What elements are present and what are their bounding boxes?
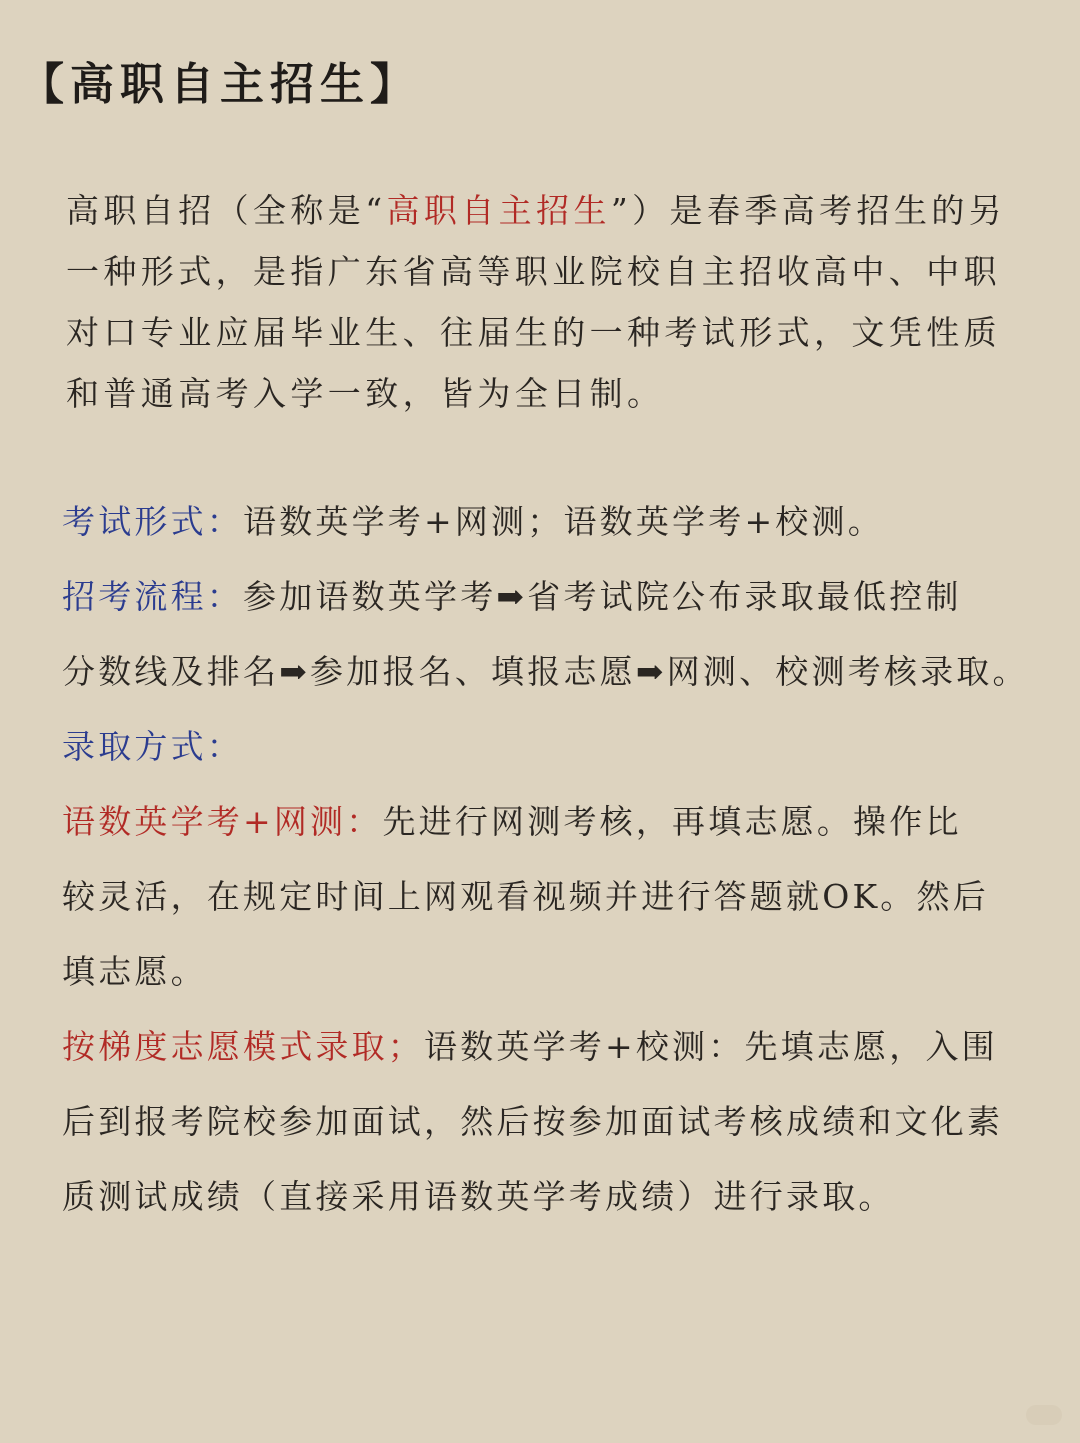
process-text-1: 参加语数英学考➡省考试院公布录取最低控制 [243,577,962,616]
mode2-text-3: 质测试成绩（直接采用语数英学考成绩）进行录取。 [62,1177,895,1216]
admission-line [62,721,243,768]
mode2-text-1: 语数英学考+校测：先填志愿，入围 [424,1027,998,1066]
exam-form-line [62,496,884,543]
mode1-text-3: 填志愿。 [62,952,207,991]
intro-paragraph [66,180,1036,424]
mode2-line-3 [62,1171,895,1218]
mode1-text-1: 先进行网测考核，再填志愿。操作比 [382,802,962,841]
mode1-line-2 [62,871,989,918]
exam-form-text: 语数英学考+网测；语数英学考+校测。 [243,502,884,541]
admission-label: 录取方式： [62,727,243,766]
process-label: 招考流程： [62,577,243,616]
process-text-2: 分数线及排名➡参加报名、填报志愿➡网测、校测考核录取。 [62,652,1029,691]
watermark-badge [1026,1405,1062,1425]
mode1-text-2: 较灵活，在规定时间上网观看视频并进行答题就OK。然后 [62,877,989,916]
process-line-2 [62,646,1029,693]
mode1-label: 语数英学考+网测： [62,802,383,841]
mode2-label: 按梯度志愿模式录取； [62,1027,424,1066]
page-title: 【高职自主招生】 [20,59,420,110]
intro-highlight: 高职自主招生 [386,191,611,230]
process-line-1 [62,571,962,618]
intro-text-rest: ”）是春季高考招生的另一种形式，是指广东省高等职业院校自主招收高中、中职对口专业应届毕业生、往届生的一种考试形式，文凭性质和普通高考入学一致，皆为全日制。 [66,191,1007,413]
mode2-text-2: 后到报考院校参加面试，然后按参加面试考核成绩和文化素 [62,1102,1004,1141]
mode2-line-1 [62,1021,998,1068]
mode2-line-2 [62,1096,1003,1143]
exam-form-label: 考试形式： [62,502,243,541]
mode1-line-3 [62,946,207,993]
intro-text-start: 高职自招（全称是“ [66,191,387,230]
mode1-line-1 [62,796,962,843]
